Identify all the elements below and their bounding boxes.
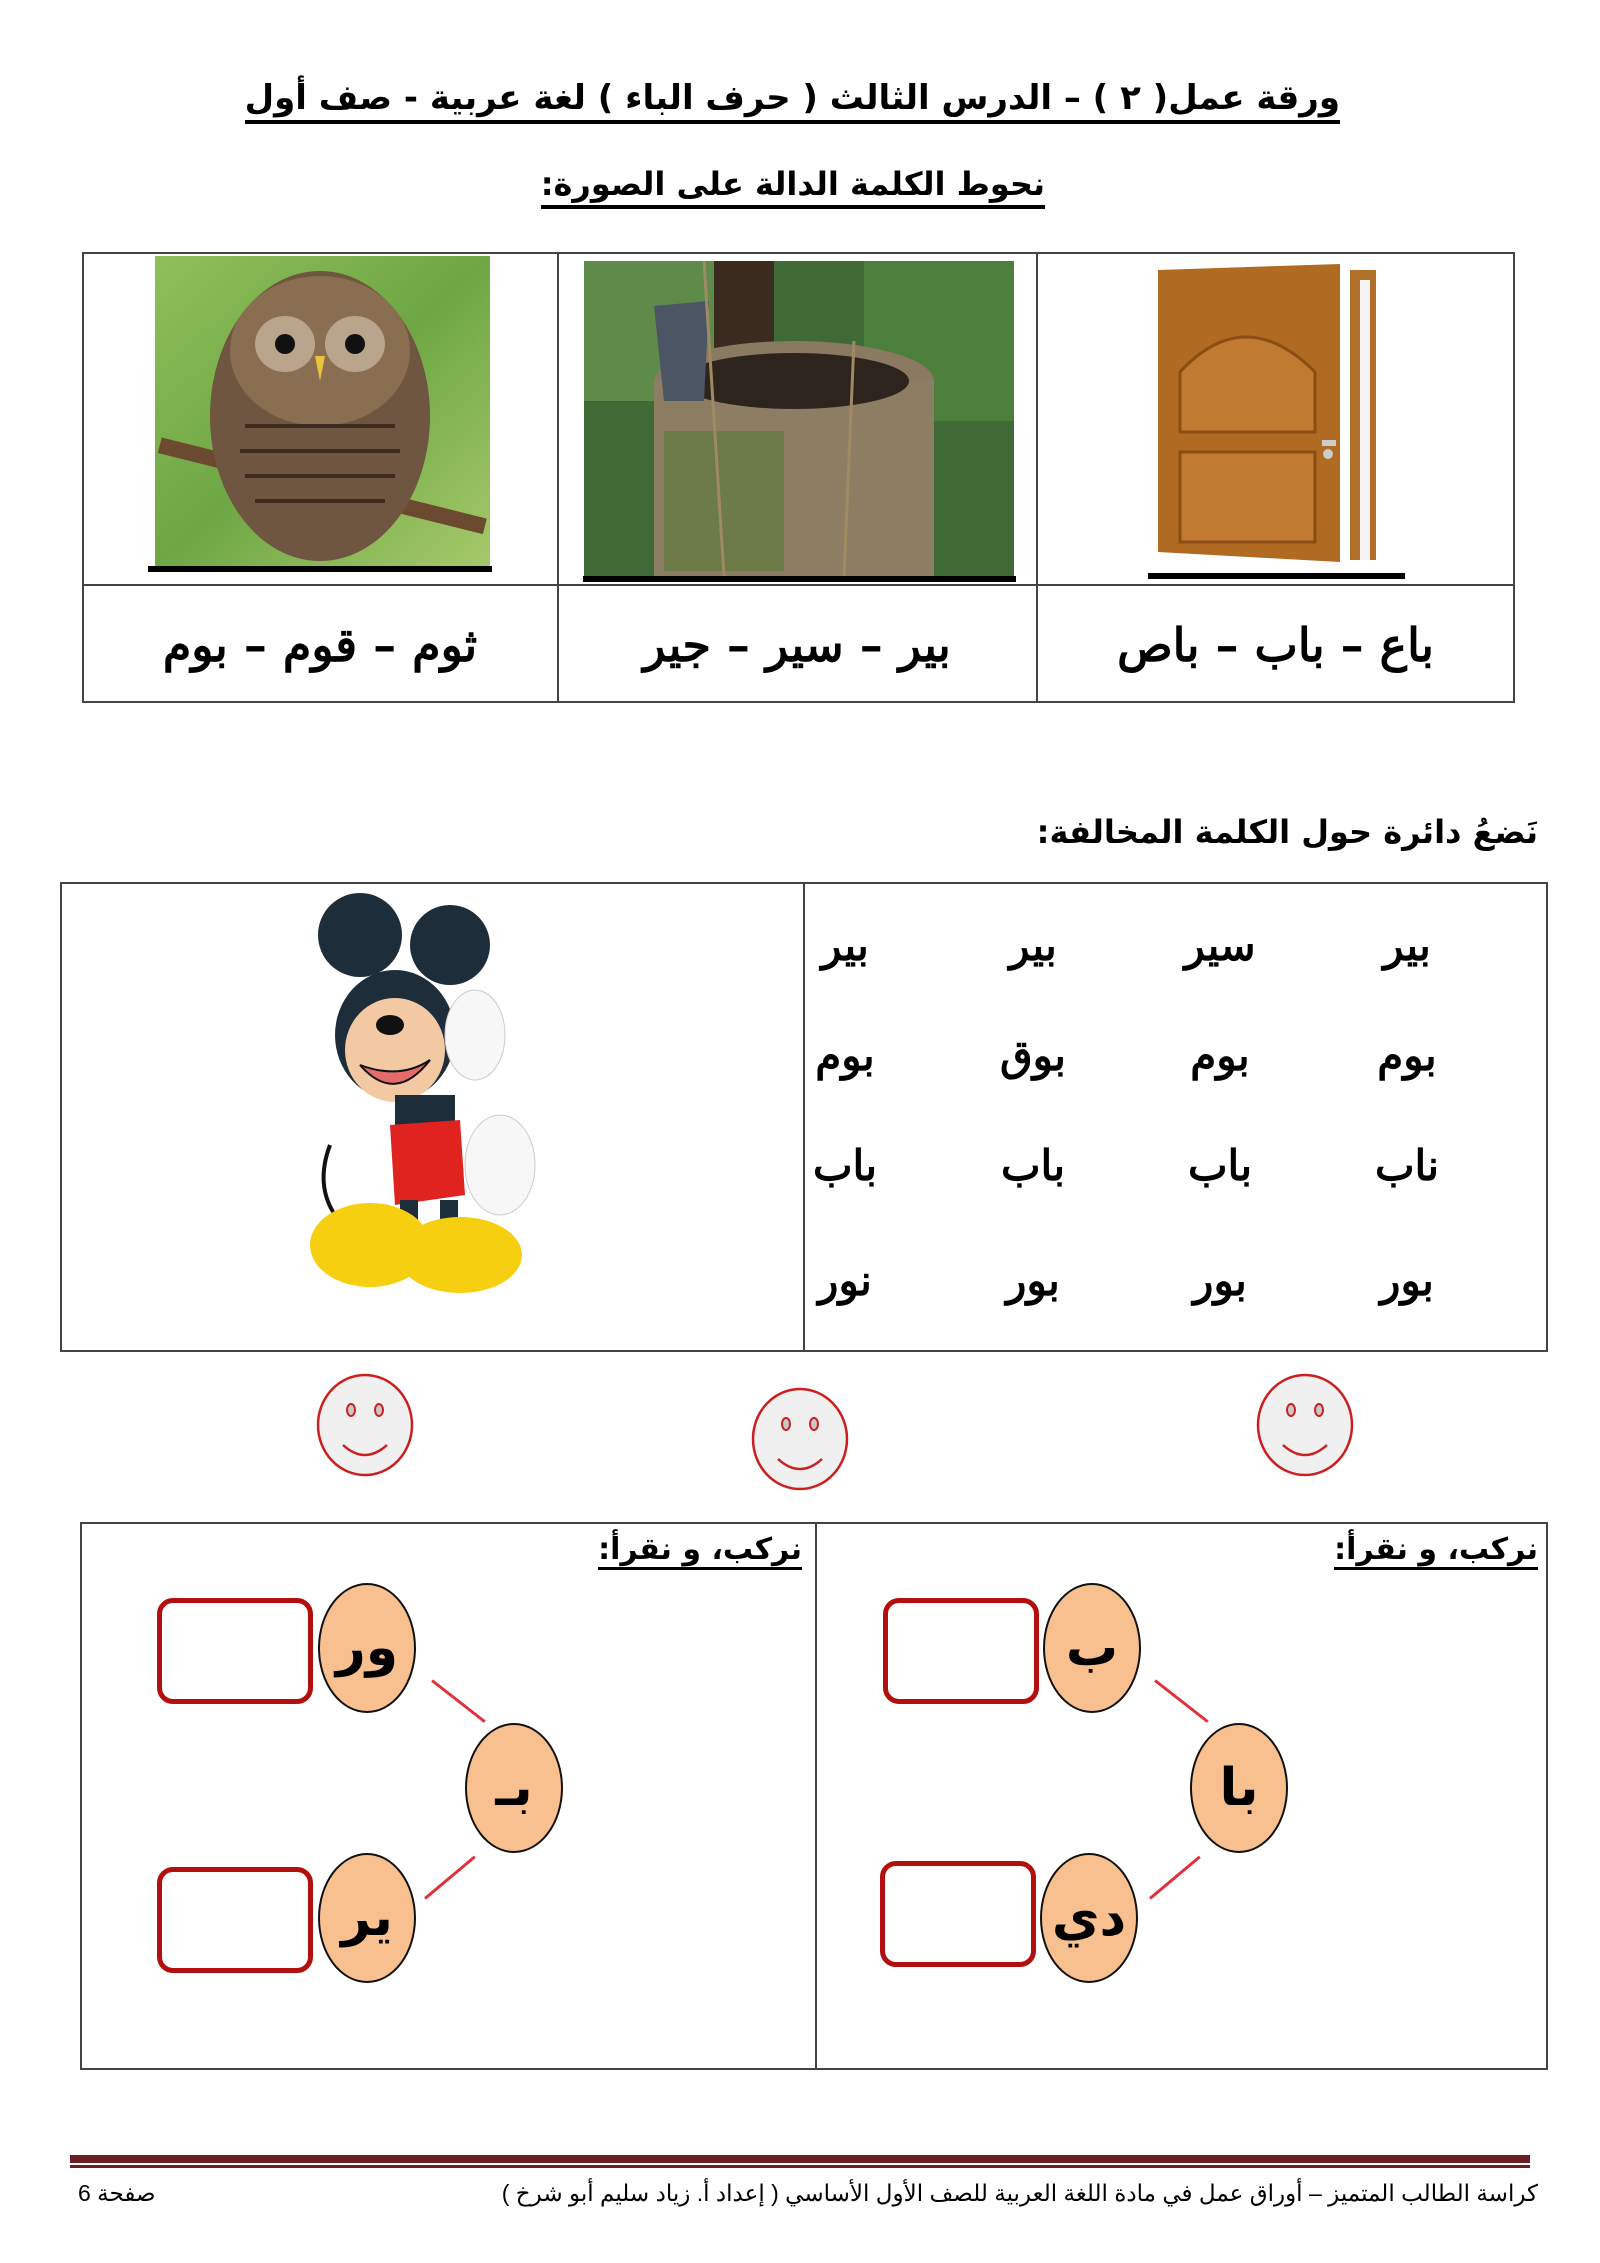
- table-divider: [82, 584, 1515, 586]
- grid-word[interactable]: باب: [1187, 1140, 1253, 1190]
- section1-heading: نحوط الكلمة الدالة على الصورة:: [541, 160, 1045, 208]
- smiley-face-icon: [315, 1372, 415, 1478]
- well-image: [584, 261, 1014, 576]
- answer-box-top[interactable]: [883, 1598, 1039, 1704]
- grid-word[interactable]: بور: [1193, 1255, 1247, 1305]
- syllable-circle-bottom: دي: [1040, 1853, 1138, 1983]
- grid-word[interactable]: بوم: [1377, 1030, 1437, 1080]
- grid-word[interactable]: بور: [1006, 1255, 1060, 1305]
- owl-image: [155, 256, 490, 566]
- page-number: صفحة 6: [78, 2180, 156, 2206]
- smiley-face-icon: [750, 1386, 850, 1492]
- worksheet-title: [244, 72, 1340, 124]
- well-word-options[interactable]: بير – سير – جير: [643, 618, 951, 672]
- compose-read-heading: نركب، و نقرأ:: [598, 1528, 802, 1572]
- grid-word[interactable]: نور: [818, 1255, 872, 1305]
- grid-word[interactable]: بوم: [1190, 1030, 1250, 1080]
- grid-word[interactable]: بير: [821, 920, 869, 970]
- footer-rule: [70, 2165, 1530, 2168]
- owl-image-underline: [148, 566, 492, 572]
- grid-word[interactable]: باب: [812, 1140, 878, 1190]
- syllable-circle-top: ب: [1043, 1583, 1141, 1713]
- grid-word[interactable]: بور: [1380, 1255, 1434, 1305]
- door-image-underline: [1148, 573, 1405, 579]
- door-word-options[interactable]: باع – باب – باص: [1117, 618, 1434, 672]
- answer-box-bottom[interactable]: [157, 1867, 313, 1973]
- well-image-underline: [583, 576, 1016, 582]
- smiley-face-icon: [1255, 1372, 1355, 1478]
- mickey-mouse-image: [300, 885, 580, 1295]
- table-divider: [815, 1522, 817, 2070]
- footer-credit: كراسة الطالب المتميز – أوراق عمل في مادة اللغة العربية للصف الأول الأساسي ( إعداد أ. زياد سليم أبو شرخ ): [501, 2180, 1538, 2206]
- syllable-circle-bottom: ير: [318, 1853, 416, 1983]
- answer-box-top[interactable]: [157, 1598, 313, 1704]
- grid-word[interactable]: سير: [1184, 920, 1256, 970]
- footer-rule: [70, 2155, 1530, 2163]
- grid-word[interactable]: بير: [1383, 920, 1431, 970]
- compose-read-heading: نركب، و نقرأ:: [1334, 1528, 1538, 1572]
- grid-word[interactable]: باب: [1000, 1140, 1066, 1190]
- grid-word[interactable]: بوم: [815, 1030, 875, 1080]
- grid-word[interactable]: بير: [1009, 920, 1057, 970]
- worksheet-title-text: ورقة عمل( ٢ ) – الدرس الثالث ( حرف الباء ) لغة عربية - صف أول: [245, 78, 1340, 124]
- syllable-circle-top: ور: [318, 1583, 416, 1713]
- section2-heading: نَضعُ دائرة حول الكلمة المخالفة:: [1036, 813, 1538, 851]
- grid-word[interactable]: ناب: [1374, 1140, 1440, 1190]
- owl-word-options[interactable]: ثوم – قوم – بوم: [162, 618, 478, 672]
- answer-box-bottom[interactable]: [880, 1861, 1036, 1967]
- syllable-circle-center: بـ: [465, 1723, 563, 1853]
- door-image: [1150, 262, 1400, 572]
- syllable-circle-center: با: [1190, 1723, 1288, 1853]
- grid-word[interactable]: بوق: [1000, 1030, 1066, 1080]
- word-grid: [812, 905, 1540, 1345]
